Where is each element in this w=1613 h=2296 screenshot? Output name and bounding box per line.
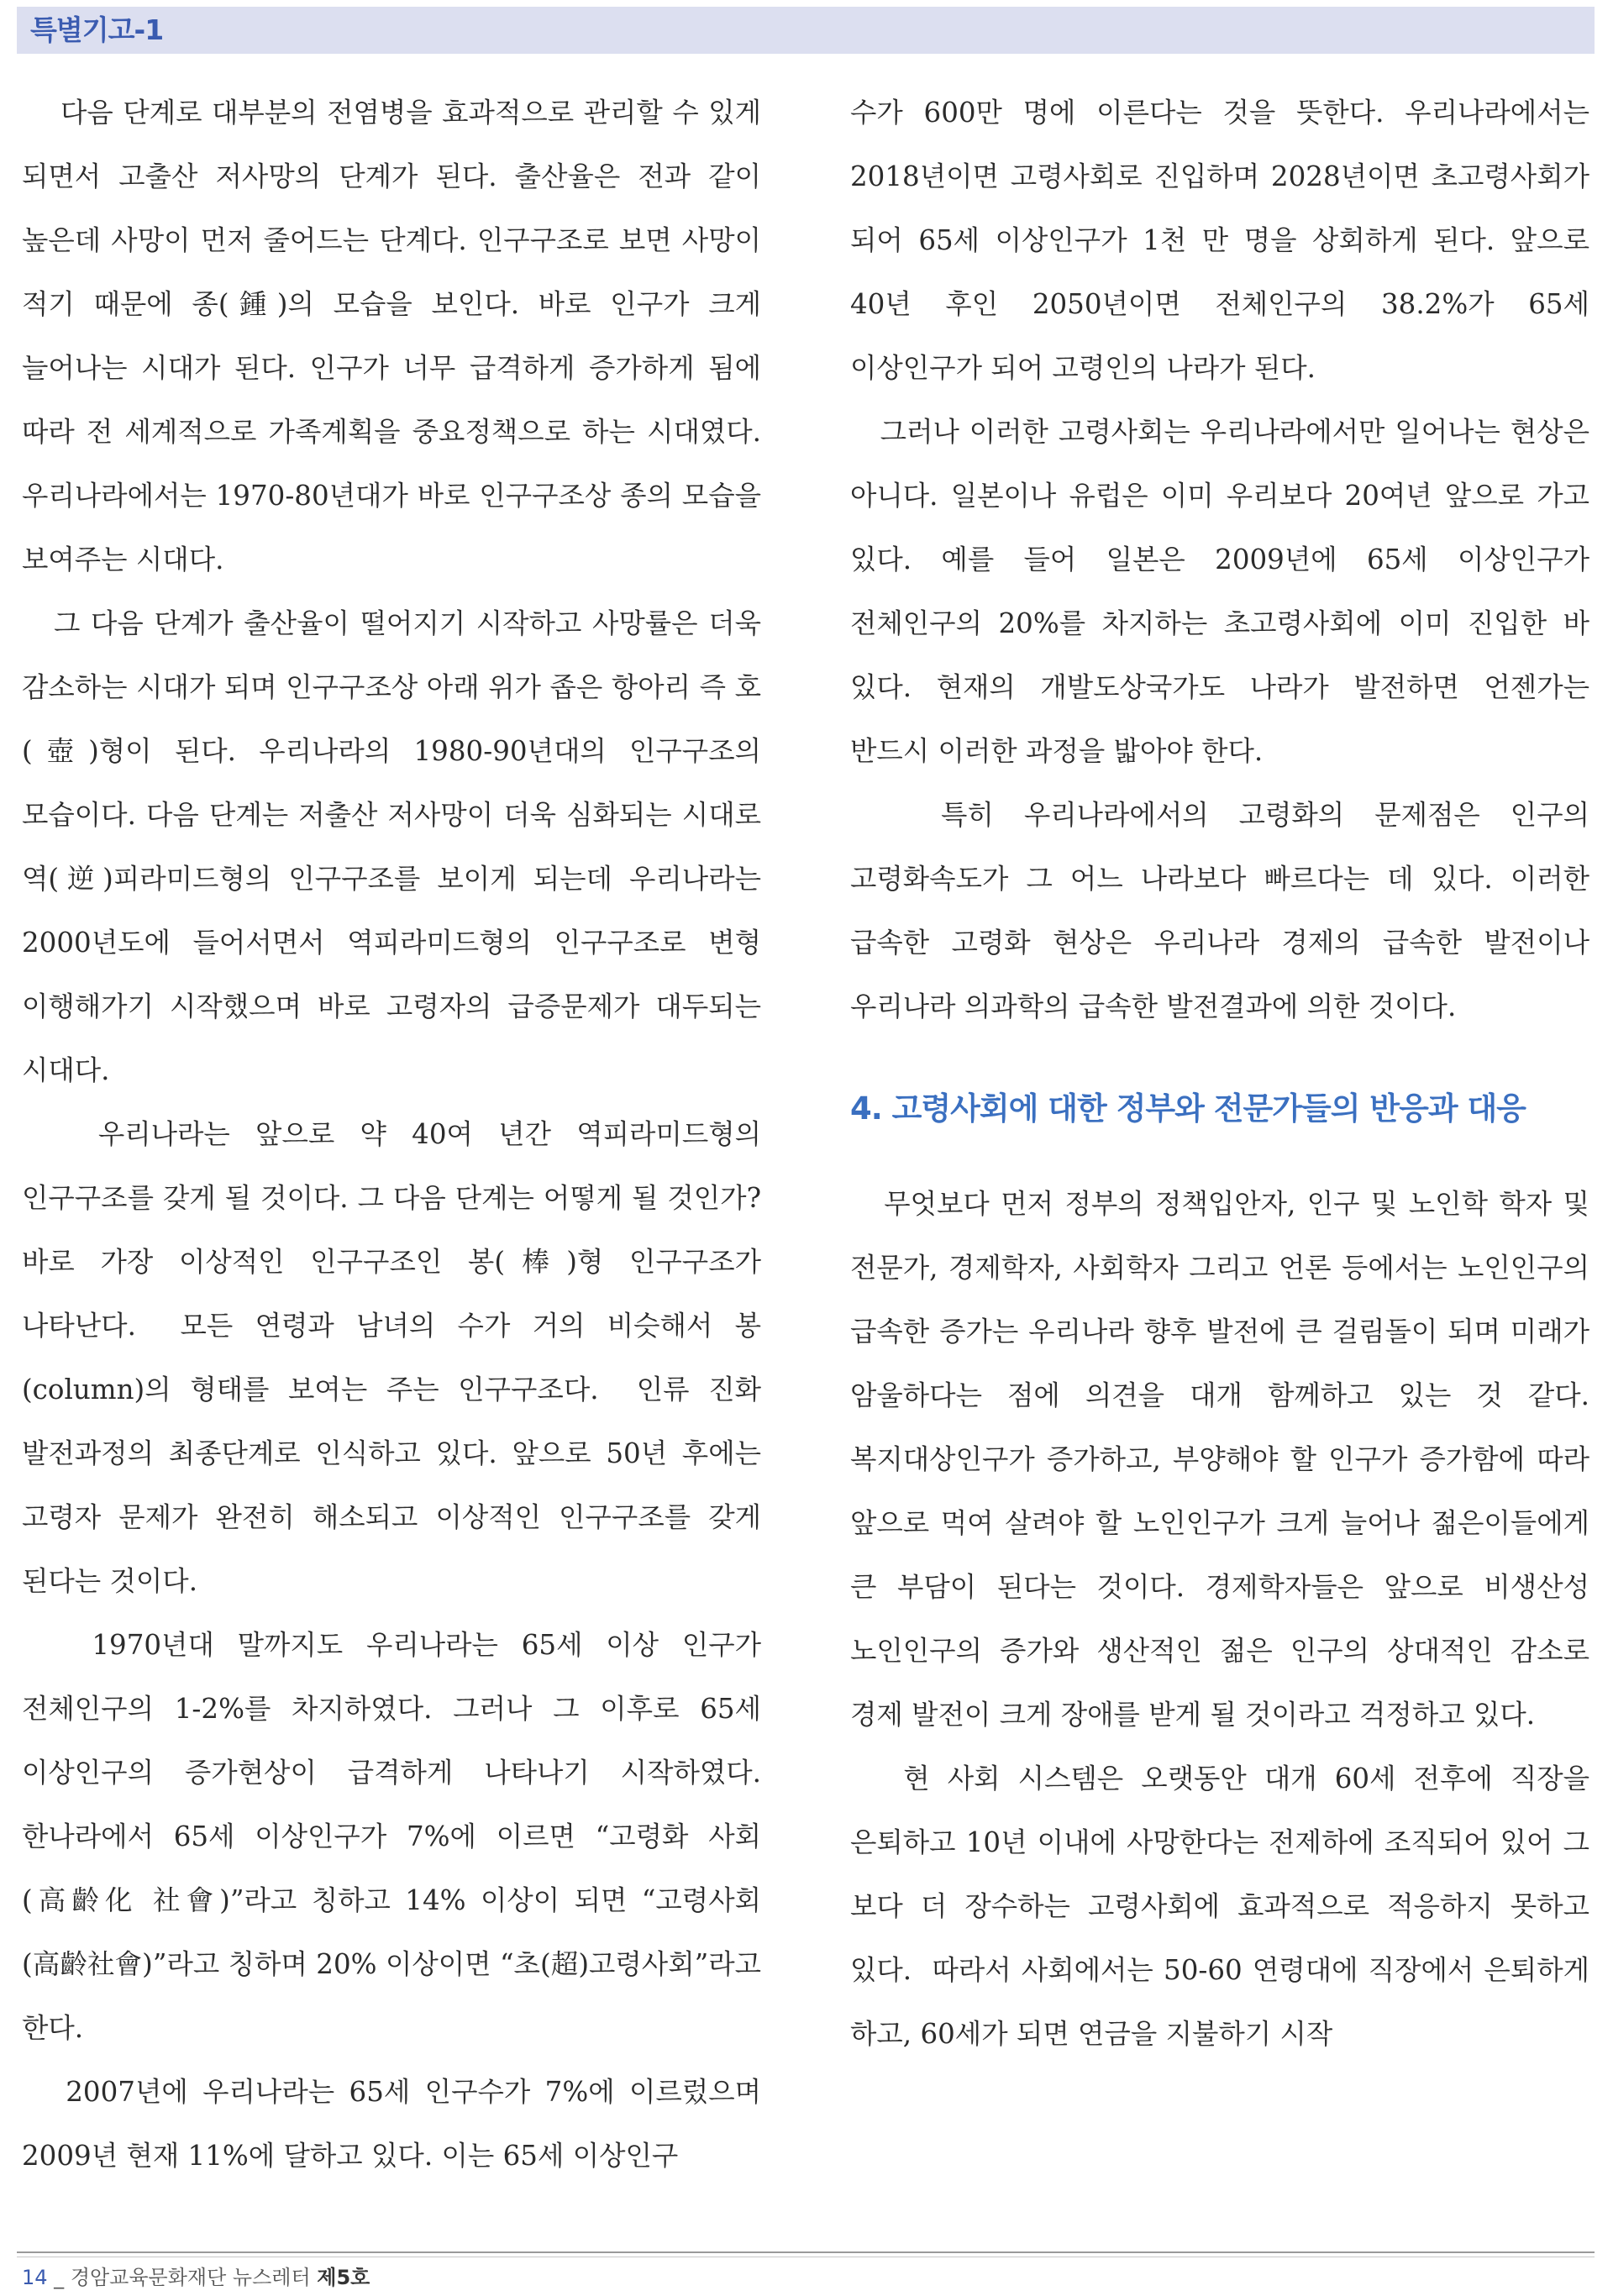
footer-divider xyxy=(17,2251,1595,2253)
body-paragraph: 1970년대 말까지도 우리나라는 65세 이상 인구가 전체인구의 1-2%를 차지하였다. 그러나 그 이후로 65세 이상인구의 증가현상이 급격하게 나타나기 시작하였다. 한나라에서 65세 이상인구가 7%에 이르면 “고령화 사회(高齡化 社會)”라고 칭하고 14% 이상이 되면 “고령사회(高齡社會)”라고 칭하며 20% 이상이면 “초(超)고령사회”라고 한다. xyxy=(22,1629,770,2044)
page-number: 14 xyxy=(22,2266,48,2289)
publication-name: 경암교육문화재단 뉴스레터 xyxy=(70,2266,318,2289)
right-column xyxy=(850,81,1607,2066)
body-paragraph: 특히 우리나라에서의 고령화의 문제점은 인구의 고령화속도가 그 어느 나라보다 빠르다는 데 있다. 이러한 급속한 고령화 현상은 우리나라 경제의 급속한 발전이나 우리나라 의과학의 급속한 발전결과에 의한 것이다. xyxy=(850,799,1599,1022)
page-footer xyxy=(22,2263,370,2292)
issue-number: 제5호 xyxy=(317,2266,370,2289)
section-heading: 4. 고령사회에 대한 정부와 전문가들의 반응과 대응 xyxy=(850,1090,1526,1127)
body-paragraph: 그 다음 단계가 출산율이 떨어지기 시작하고 사망률은 더욱 감소하는 시대가 되며 인구구조상 아래 위가 좁은 항아리 즉 호(壺)형이 된다. 우리나라의 1980-90년대의 인구구조의 모습이다. 다음 단계는 저출산 저사망이 더욱 심화되는 시대로 역(逆)피라미드형의 인구구조를 보이게 되는데 우리나라는 2000년도에 들어서면서 역피라미드형의 인구구조로 변형 이행해가기 시작했으며 바로 고령자의 급증문제가 대두되는 시대다. xyxy=(22,607,770,1086)
body-paragraph: 우리나라는 앞으로 약 40여 년간 역피라미드형의 인구구조를 갖게 될 것이다. 그 다음 단계는 어떻게 될 것인가? 바로 가장 이상적인 인구구조인 봉(棒)형 인구구조가 나타난다. 모든 연령과 남녀의 수가 거의 비슷해서 봉(column)의 형태를 보여는 주는 인구구조다. 인류 진화 발전과정의 최종단계로 인식하고 있다. 앞으로 50년 후에는 고령자 문제가 완전히 해소되고 이상적인 인구구조를 갖게 된다는 것이다. xyxy=(22,1118,770,1597)
header-bar xyxy=(17,7,1595,54)
left-column xyxy=(22,81,770,2188)
body-paragraph: 수가 600만 명에 이른다는 것을 뜻한다. 우리나라에서는 2018년이면 고령사회로 진입하며 2028년이면 초고령사회가 되어 65세 이상인구가 1천 만 명을 상회하게 된다. 앞으로 40년 후인 2050년이면 전체인구의 38.2%가 65세 이상인구가 되어 고령인의 나라가 된다. xyxy=(850,97,1599,384)
body-paragraph: 다음 단계로 대부분의 전염병을 효과적으로 관리할 수 있게 되면서 고출산 저사망의 단계가 된다. 출산율은 전과 같이 높은데 사망이 먼저 줄어드는 단계다. 인구구조로 보면 사망이 적기 때문에 종(鍾)의 모습을 보인다. 바로 인구가 크게 늘어나는 시대가 된다. 인구가 너무 급격하게 증가하게 됨에 따라 전 세계적으로 가족계획을 중요정책으로 하는 시대였다. 우리나라에서는 1970-80년대가 바로 인구구조상 종의 모습을 보여주는 시대다. xyxy=(22,97,770,575)
body-paragraph: 현 사회 시스템은 오랫동안 대개 60세 전후에 직장을 은퇴하고 10년 이내에 사망한다는 전제하에 조직되어 있어 그 보다 더 장수하는 고령사회에 효과적으로 적응하지 못하고 있다. 따라서 사회에서는 50-60 연령대에 직장에서 은퇴하게 하고, 60세가 되면 연금을 지불하기 시작 xyxy=(850,1763,1599,2050)
body-paragraph: 2007년에 우리나라는 65세 인구수가 7%에 이르렀으며 2009년 현재 11%에 달하고 있다. 이는 65세 이상인구 xyxy=(22,2076,770,2172)
body-paragraph: 그러나 이러한 고령사회는 우리나라에서만 일어나는 현상은 아니다. 일본이나 유럽은 이미 우리보다 20여년 앞으로 가고 있다. 예를 들어 일본은 2009년에 65세 이상인구가 전체인구의 20%를 차지하는 초고령사회에 이미 진입한 바 있다. 현재의 개발도상국가도 나라가 발전하면 언젠가는 반드시 이러한 과정을 밟아야 한다. xyxy=(850,416,1599,767)
page-section-label: 특별기고-1 xyxy=(30,13,164,46)
body-paragraph: 무엇보다 먼저 정부의 정책입안자, 인구 및 노인학 학자 및 전문가, 경제학자, 사회학자 그리고 언론 등에서는 노인인구의 급속한 증가는 우리나라 향후 발전에 큰 걸림돌이 되며 미래가 암울하다는 점에 의견을 대개 함께하고 있는 것 같다. 복지대상인구가 증가하고, 부양해야 할 인구가 증가함에 따라 앞으로 먹여 살려야 할 노인인구가 크게 늘어나 젊은이들에게 큰 부담이 된다는 것이다. 경제학자들은 앞으로 비생산성 노인인구의 증가와 생산적인 젊은 인구의 상대적인 감소로 경제 발전이 크게 장애를 받게 될 것이라고 걱정하고 있다. xyxy=(850,1188,1607,1731)
footer-separator: _ xyxy=(47,2266,71,2289)
